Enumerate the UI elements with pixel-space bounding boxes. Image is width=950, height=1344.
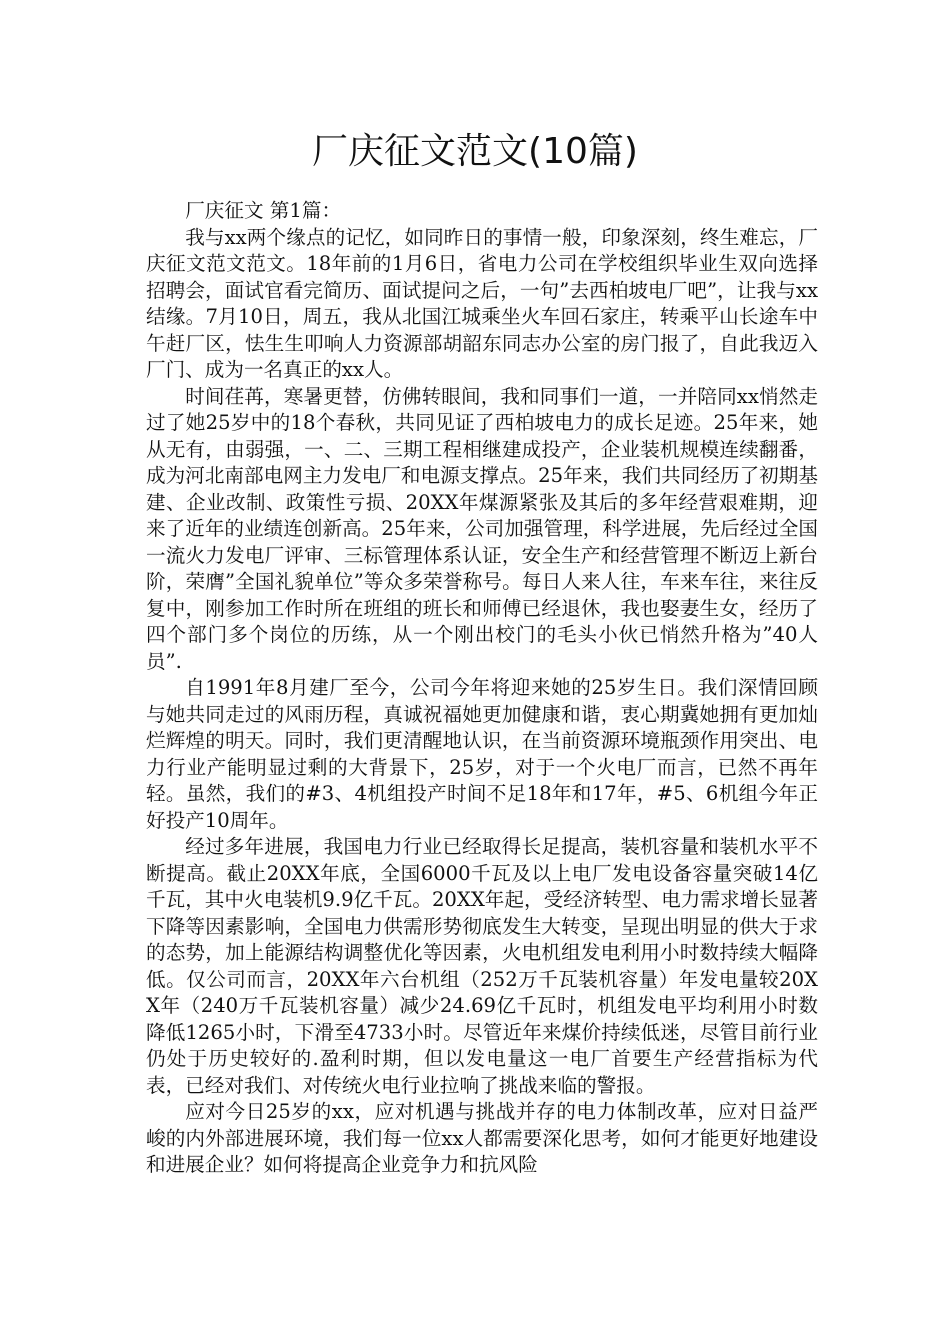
paragraph: 我与xx两个缘点的记忆，如同昨日的事情一般，印象深刻，终生难忘，厂庆征文范文范文。18年前的1月6日，省电力公司在学校组织毕业生双向选择招聘会，面试官看完简历、面试提问之后，一句”去西柏坡电厂吧”，让我与xx结缘。7月10日，周五，我从北国江城乘坐火车回石家庄，转乘平山长途车中午赶厂区，怯生生叩响人力资源部胡韶东同志办公室的房门报了，自此我迈入厂门、成为一名真正的xx人。: [146, 225, 818, 381]
document-title: 厂庆征文范文(10篇): [312, 131, 638, 172]
paragraph: 自1991年8月建厂至今，公司今年将迎来她的25岁生日。我们深情回顾与她共同走过的风雨历程，真诚祝福她更加健康和谐，衷心期冀她拥有更加灿烂辉煌的明天。同时，我们更清醒地认识，在当前资源环境瓶颈作用突出、电力行业产能明显过剩的大背景下，25岁，对于一个火电厂而言，已然不再年轻。虽然，我们的#3、4机组投产时间不足18年和17年，#5、6机组今年正好投产10周年。: [146, 676, 818, 832]
document-body: [146, 198, 818, 1179]
paragraph-heading: 厂庆征文 第1篇：: [185, 199, 342, 222]
paragraph: 经过多年进展，我国电力行业已经取得长足提高，装机容量和装机水平不断提高。截止20XX年底，全国6000千瓦及以上电厂发电设备容量突破14亿千瓦，其中火电装机9.9亿千瓦。20XX年起，受经济转型、电力需求增长显著下降等因素影响，全国电力供需形势彻底发生大转变，呈现出明显的供大于求的态势，加上能源结构调整优化等因素，火电机组发电利用小时数持续大幅降低。仅公司而言，20XX年六台机组（252万千瓦装机容量）年发电量较20XX年（240万千瓦装机容量）减少24.69亿千瓦时，机组发电平均利用小时数降低1265小时，下滑至4733小时。尽管近年来煤价持续低迷，尽管目前行业仍处于历史较好的.盈利时期，但以发电量这一电厂首要生产经营指标为代表，已经对我们、对传统火电行业拉响了挑战来临的警报。: [146, 835, 818, 1097]
paragraph: 应对今日25岁的xx，应对机遇与挑战并存的电力体制改革，应对日益严峻的内外部进展环境，我们每一位xx人都需要深化思考，如何才能更好地建设和进展企业？如何将提高企业竞争力和抗风险: [146, 1100, 818, 1176]
paragraph: 时间荏苒，寒暑更替，仿佛转眼间，我和同事们一道，一并陪同xx悄然走过了她25岁中的18个春秋，共同见证了西柏坡电力的成长足迹。25年来，她从无有，由弱强，一、二、三期工程相继建成投产，企业装机规模连续翻番，成为河北南部电网主力发电厂和电源支撑点。25年来，我们共同经历了初期基建、企业改制、政策性亏损、20XX年煤源紧张及其后的多年经营艰难期，迎来了近年的业绩连创新高。25年来，公司加强管理，科学进展，先后经过全国一流火力发电厂评审、三标管理体系认证，安全生产和经营管理不断迈上新台阶，荣膺”全国礼貌单位”等众多荣誉称号。每日人来人往，车来车往，来往反复中，刚参加工作时所在班组的班长和师傅已经退休，我也娶妻生女，经历了四个部门多个岗位的历练，从一个刚出校门的毛头小伙已悄然升格为”40人员”.: [146, 384, 818, 673]
